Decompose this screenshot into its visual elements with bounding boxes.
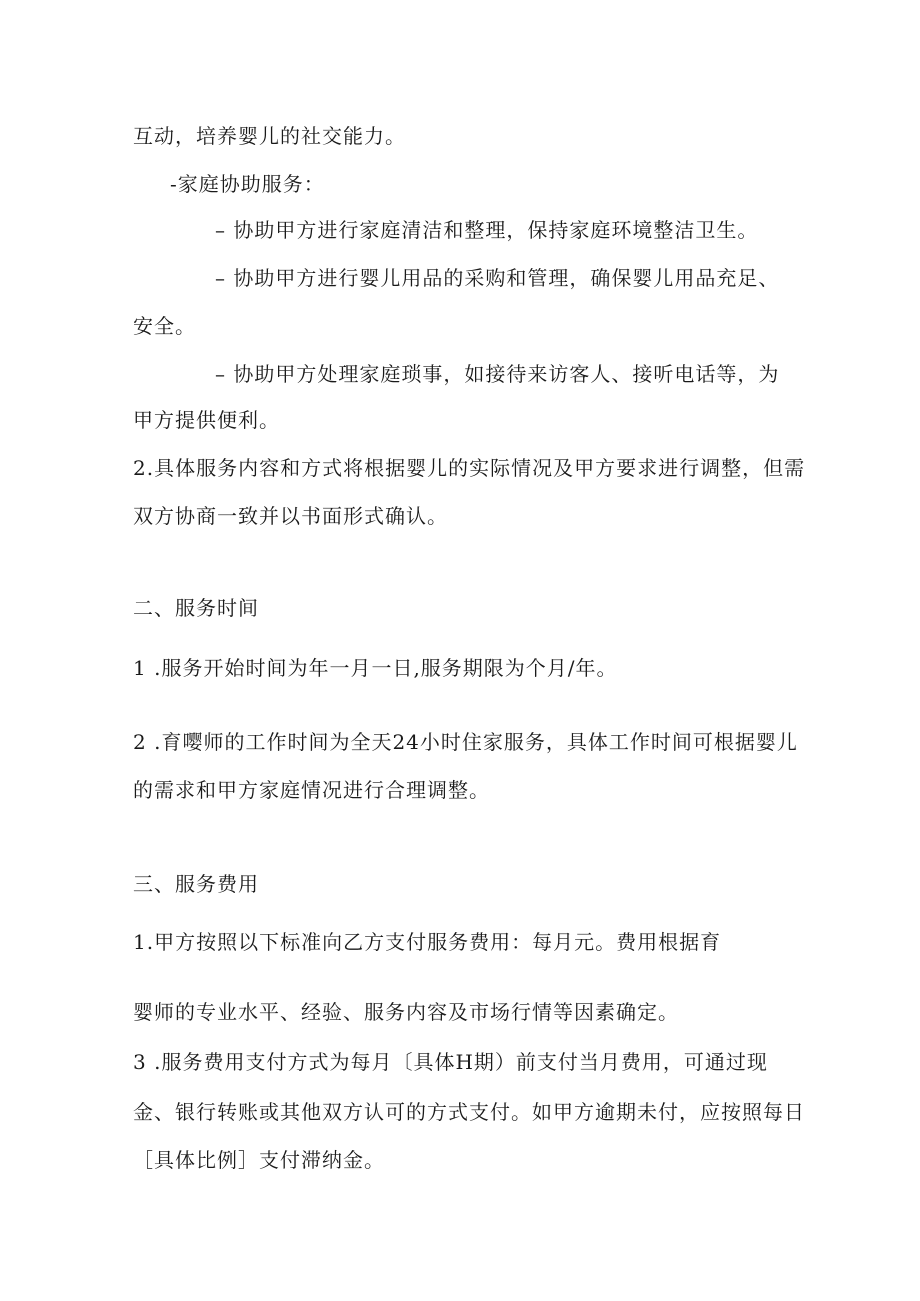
section-subheading: -家庭协助服务： — [170, 172, 325, 196]
list-item: – 协助甲方进行婴儿用品的采购和管理，确保婴儿用品充足、 — [215, 266, 780, 290]
paragraph-line: 2.具体服务内容和方式将根据婴儿的实际情况及甲方要求进行调整，但需 — [133, 456, 806, 480]
section-heading: 二、服务时间 — [133, 596, 259, 620]
paragraph-line: 1 .服务开始时间为年一月一日,服务期限为个月/年。 — [133, 656, 618, 680]
paragraph-line: ［具体比例］支付滞纳金。 — [133, 1148, 385, 1172]
paragraph-line: 2 .育嘤师的工作时间为全天24小时住家服务，具体工作时间可根据婴儿 — [133, 730, 798, 754]
paragraph-line: 双方协商一致并以书面形式确认。 — [133, 504, 448, 528]
list-item: – 协助甲方处理家庭琐事，如接待来访客人、接听电话等，为 — [215, 362, 780, 386]
text-line: 甲方提供便利。 — [133, 408, 280, 432]
section-heading: 三、服务费用 — [133, 872, 259, 896]
text-line: 安全。 — [133, 314, 196, 338]
paragraph-line: 婴师的专业水平、经验、服务内容及市场行情等因素确定。 — [133, 1000, 679, 1024]
paragraph-line: 金、银行转账或其他双方认可的方式支付。如甲方逾期未付，应按照每日 — [133, 1100, 805, 1124]
paragraph-line: 的需求和甲方家庭情况进行合理调整。 — [133, 778, 490, 802]
text-line: 互动，培养婴儿的社交能力。 — [133, 124, 406, 148]
paragraph-line: 1.甲方按照以下标准向乙方支付服务费用：每月元。费用根据育 — [133, 930, 722, 954]
paragraph-line: 3 .服务费用支付方式为每月〔具体H期）前支付当月费用，可通过现 — [133, 1050, 768, 1074]
list-item: – 协助甲方进行家庭清洁和整理，保持家庭环境整洁卫生。 — [215, 218, 759, 242]
